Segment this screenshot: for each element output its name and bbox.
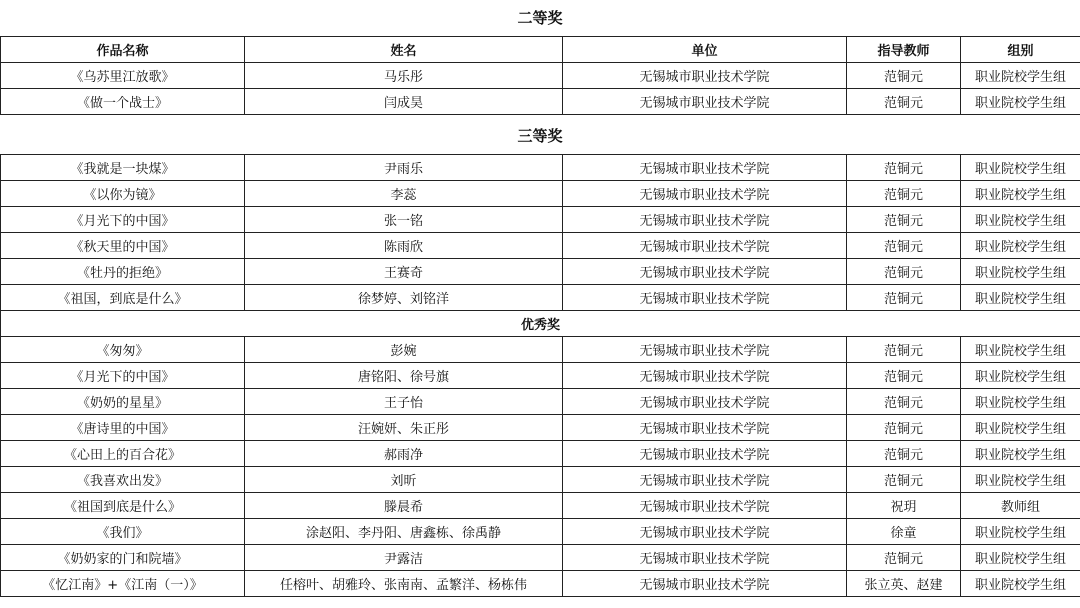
cell-unit: 无锡城市职业技术学院 <box>563 519 847 545</box>
cell-work-title: 《奶奶家的门和院墙》 <box>1 545 245 571</box>
cell-instructor: 范铜元 <box>847 181 961 207</box>
table-row <box>1 571 1080 597</box>
cell-work-title: 《祖国到底是什么》 <box>1 493 245 519</box>
cell-instructor: 范铜元 <box>847 285 961 311</box>
cell-instructor: 范铜元 <box>847 545 961 571</box>
cell-name: 尹露洁 <box>245 545 563 571</box>
cell-name: 滕晨希 <box>245 493 563 519</box>
cell-instructor: 祝玥 <box>847 493 961 519</box>
cell-unit: 无锡城市职业技术学院 <box>563 493 847 519</box>
cell-name: 王赛奇 <box>245 259 563 285</box>
cell-instructor: 张立英、赵建 <box>847 571 961 597</box>
section-title-second-prize: 二等奖 <box>517 9 563 27</box>
cell-instructor: 范铜元 <box>847 259 961 285</box>
excellent-prize-body <box>1 337 1080 597</box>
section-title-third-prize: 三等奖 <box>517 127 563 145</box>
header-work-title: 作品名称 <box>1 37 245 63</box>
header-group: 组别 <box>961 37 1080 63</box>
cell-unit: 无锡城市职业技术学院 <box>563 181 847 207</box>
cell-instructor: 范铜元 <box>847 415 961 441</box>
cell-group: 职业院校学生组 <box>961 415 1080 441</box>
table-row <box>1 63 1080 89</box>
table-row <box>1 89 1080 115</box>
table-row <box>1 441 1080 467</box>
cell-name: 马乐彤 <box>245 63 563 89</box>
cell-name: 任榕叶、胡雅玲、张南南、孟繁洋、杨栋伟 <box>245 571 563 597</box>
cell-group: 职业院校学生组 <box>961 233 1080 259</box>
cell-unit: 无锡城市职业技术学院 <box>563 233 847 259</box>
table-row <box>1 155 1080 181</box>
cell-work-title: 《秋天里的中国》 <box>1 233 245 259</box>
cell-group: 职业院校学生组 <box>961 519 1080 545</box>
table-row <box>1 285 1080 311</box>
cell-work-title: 《匆匆》 <box>1 337 245 363</box>
cell-unit: 无锡城市职业技术学院 <box>563 363 847 389</box>
cell-group: 职业院校学生组 <box>961 337 1080 363</box>
third-prize-body <box>1 155 1080 311</box>
second-prize-body <box>1 63 1080 115</box>
cell-name: 尹雨乐 <box>245 155 563 181</box>
cell-unit: 无锡城市职业技术学院 <box>563 389 847 415</box>
table-row <box>1 207 1080 233</box>
cell-name: 李蕊 <box>245 181 563 207</box>
cell-instructor: 范铜元 <box>847 63 961 89</box>
table-row <box>1 181 1080 207</box>
header-row <box>1 37 1080 63</box>
main-award-table <box>0 154 1080 597</box>
cell-unit: 无锡城市职业技术学院 <box>563 285 847 311</box>
cell-unit: 无锡城市职业技术学院 <box>563 63 847 89</box>
cell-instructor: 范铜元 <box>847 363 961 389</box>
table-row <box>1 389 1080 415</box>
cell-instructor: 范铜元 <box>847 337 961 363</box>
cell-unit: 无锡城市职业技术学院 <box>563 441 847 467</box>
table-row <box>1 363 1080 389</box>
table-row <box>1 233 1080 259</box>
cell-group: 职业院校学生组 <box>961 181 1080 207</box>
cell-name: 彭婉 <box>245 337 563 363</box>
table-row <box>1 493 1080 519</box>
cell-work-title: 《乌苏里江放歌》 <box>1 63 245 89</box>
cell-work-title: 《月光下的中国》 <box>1 207 245 233</box>
cell-name: 汪婉妍、朱正彤 <box>245 415 563 441</box>
cell-group: 职业院校学生组 <box>961 89 1080 115</box>
section-title-excellent-prize: 优秀奖 <box>1 311 1080 337</box>
cell-group: 职业院校学生组 <box>961 285 1080 311</box>
excellent-section-header <box>1 311 1080 337</box>
cell-group: 职业院校学生组 <box>961 63 1080 89</box>
table-row <box>1 467 1080 493</box>
table-row <box>1 415 1080 441</box>
cell-work-title: 《牡丹的拒绝》 <box>1 259 245 285</box>
cell-group: 职业院校学生组 <box>961 155 1080 181</box>
cell-work-title: 《忆江南》+《江南（一）》 <box>1 571 245 597</box>
cell-instructor: 徐童 <box>847 519 961 545</box>
cell-instructor: 范铜元 <box>847 441 961 467</box>
cell-instructor: 范铜元 <box>847 233 961 259</box>
cell-work-title: 《祖国，到底是什么》 <box>1 285 245 311</box>
cell-unit: 无锡城市职业技术学院 <box>563 89 847 115</box>
cell-group: 教师组 <box>961 493 1080 519</box>
cell-work-title: 《我们》 <box>1 519 245 545</box>
cell-group: 职业院校学生组 <box>961 389 1080 415</box>
cell-work-title: 《我喜欢出发》 <box>1 467 245 493</box>
cell-unit: 无锡城市职业技术学院 <box>563 207 847 233</box>
cell-work-title: 《以你为镜》 <box>1 181 245 207</box>
cell-work-title: 《奶奶的星星》 <box>1 389 245 415</box>
cell-unit: 无锡城市职业技术学院 <box>563 337 847 363</box>
cell-instructor: 范铜元 <box>847 155 961 181</box>
cell-group: 职业院校学生组 <box>961 545 1080 571</box>
cell-name: 郝雨净 <box>245 441 563 467</box>
header-name: 姓名 <box>245 37 563 63</box>
cell-unit: 无锡城市职业技术学院 <box>563 571 847 597</box>
cell-group: 职业院校学生组 <box>961 207 1080 233</box>
cell-unit: 无锡城市职业技术学院 <box>563 415 847 441</box>
cell-work-title: 《唐诗里的中国》 <box>1 415 245 441</box>
table-row <box>1 337 1080 363</box>
cell-name: 涂赵阳、李丹阳、唐鑫栋、徐禹静 <box>245 519 563 545</box>
cell-instructor: 范铜元 <box>847 467 961 493</box>
table-row <box>1 545 1080 571</box>
header-unit: 单位 <box>563 37 847 63</box>
cell-work-title: 《心田上的百合花》 <box>1 441 245 467</box>
cell-name: 王子怡 <box>245 389 563 415</box>
cell-group: 职业院校学生组 <box>961 259 1080 285</box>
cell-name: 刘昕 <box>245 467 563 493</box>
cell-unit: 无锡城市职业技术学院 <box>563 259 847 285</box>
cell-instructor: 范铜元 <box>847 89 961 115</box>
section-row-excellent <box>1 311 1080 337</box>
cell-name: 陈雨欣 <box>245 233 563 259</box>
cell-work-title: 《做一个战士》 <box>1 89 245 115</box>
second-prize-table <box>0 36 1080 115</box>
header-instructor: 指导教师 <box>847 37 961 63</box>
table-row <box>1 259 1080 285</box>
cell-unit: 无锡城市职业技术学院 <box>563 467 847 493</box>
cell-group: 职业院校学生组 <box>961 467 1080 493</box>
cell-work-title: 《我就是一块煤》 <box>1 155 245 181</box>
cell-group: 职业院校学生组 <box>961 363 1080 389</box>
cell-name: 闫成昊 <box>245 89 563 115</box>
cell-group: 职业院校学生组 <box>961 441 1080 467</box>
cell-work-title: 《月光下的中国》 <box>1 363 245 389</box>
cell-unit: 无锡城市职业技术学院 <box>563 545 847 571</box>
cell-group: 职业院校学生组 <box>961 571 1080 597</box>
cell-instructor: 范铜元 <box>847 207 961 233</box>
cell-unit: 无锡城市职业技术学院 <box>563 155 847 181</box>
cell-name: 张一铭 <box>245 207 563 233</box>
table-row <box>1 519 1080 545</box>
cell-instructor: 范铜元 <box>847 389 961 415</box>
cell-name: 徐梦婷、刘铭洋 <box>245 285 563 311</box>
cell-name: 唐铭阳、徐号旗 <box>245 363 563 389</box>
